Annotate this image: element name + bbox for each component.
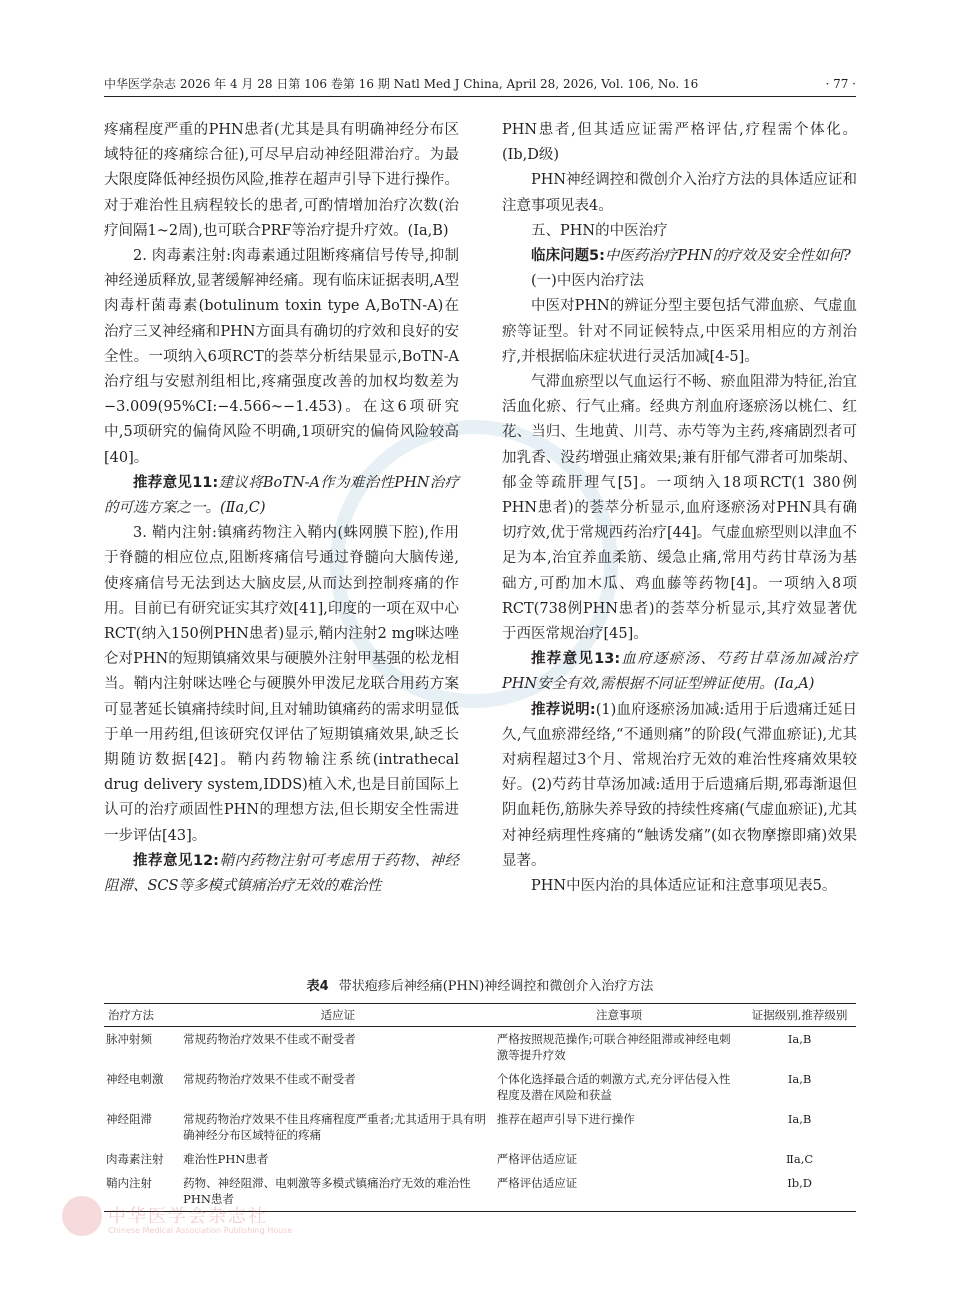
page-number: · 77 · (825, 77, 856, 91)
recommendation (502, 647, 857, 697)
cell-level: Ⅱa,C (786, 1152, 814, 1166)
cell-indication: 常规药物治疗效果不佳且疼痛程度严重者;尤其适用于具有明确神经分布区域特征的疼痛 (183, 1112, 486, 1142)
left-column (104, 118, 459, 899)
header-method: 治疗方法 (104, 1004, 181, 1027)
cell-level: Ib,D (743, 1171, 856, 1212)
header-level: 证据级别,推荐级别 (743, 1004, 856, 1027)
recommendation-label: 临床问题5: (531, 248, 605, 265)
cell-method: 脉冲射频 (106, 1032, 152, 1046)
header-indication: 适应证 (181, 1004, 495, 1027)
table-caption (104, 978, 856, 996)
table-row (104, 1147, 856, 1171)
recommendation (104, 849, 459, 899)
running-header (104, 74, 856, 97)
recommendation-label: 推荐意见11: (133, 474, 219, 491)
cell-level: Ia,B (787, 1032, 812, 1046)
recommendation-text: (1)血府逐瘀汤加减:适用于后遗痛迁延日久,气血瘀滞经络,“不通则痛”的阶段(气滞血瘀证),尤其对病程超过3个月、常规治疗无效的难治性疼痛效果较好。(2)芍药甘草汤加减:适用于后遗痛后期,邪毒渐退但阴血耗伤,筋脉失养导致的持续性疼痛(气虚血瘀证),尤其对神经病理性疼痛的“触诱发痛”(如衣物摩擦即痛)效果显著。 (502, 701, 857, 869)
paragraph: 中医对PHN的辨证分型主要包括气滞血瘀、气虚血瘀等证型。针对不同证候特点,中医采用相应的方剂治疗,并根据临床症状进行灵活加减[4-5]。 (502, 298, 857, 365)
cell-level: Ia,B (787, 1072, 812, 1086)
cell-method: 神经电刺激 (106, 1072, 164, 1086)
recommendation-label: 推荐说明: (531, 701, 596, 718)
paragraph: PHN患者,但其适应证需严格评估,疗程需个体化。(Ib,D级) (502, 122, 857, 164)
cell-method: 肉毒素注射 (106, 1152, 164, 1166)
recommendation-text: 建议将BoTN-A作为难治性PHN治疗的可选方案之一。(Ⅱa,C) (104, 474, 459, 517)
paragraph: 2. 肉毒素注射:肉毒素通过阻断疼痛信号传导,抑制神经递质释放,显著缓解神经痛。现有临床证据表明,A型肉毒杆菌毒素(botulinum toxin type A,BoTN-A)在治疗三叉神经痛和PHN方面具有确切的疗效和良好的安全性。一项纳入6项RCT的荟萃分析结果显示,BoTN-A治疗组与安慰剂组相比,疼痛强度改善的加权均数差为−3.009(95%CI:−4.566~−1.453)。在这6项研究中,5项研究的偏倚风险不明确,1项研究的偏倚风险较高[40]。 (104, 248, 459, 466)
recommendation-text: 鞘内药物注射可考虑用于药物、神经阻滞、SCS等多模式镇痛治疗无效的难治性 (104, 852, 459, 895)
recommendation-text: 中医药治疗PHN的疗效及安全性如何? (604, 248, 851, 265)
cell-notes: 推荐在超声引导下进行操作 (496, 1112, 635, 1126)
cell-method: 鞘内注射 (104, 1171, 181, 1212)
table-row (104, 1107, 856, 1147)
cell-indication: 常规药物治疗效果不佳或不耐受者 (183, 1032, 356, 1046)
paragraph: PHN中医内治的具体适应证和注意事项见表5。 (531, 878, 837, 895)
recommendation (502, 244, 857, 269)
publisher-logo-icon (62, 1196, 102, 1236)
cell-indication: 难治性PHN患者 (183, 1152, 269, 1166)
paragraph: PHN神经调控和微创介入治疗方法的具体适应证和注意事项见表4。 (502, 172, 857, 214)
cell-notes: 严格评估适应证 (495, 1171, 743, 1212)
recommendation (104, 471, 459, 521)
publisher-name: 中华医学会杂志社 (108, 1206, 268, 1227)
recommendation (502, 698, 857, 874)
cell-notes: 个体化选择最合适的刺激方式,充分评估侵入性程度及潜在风险和获益 (496, 1072, 731, 1102)
recommendation-text: 血府逐瘀汤、芍药甘草汤加减治疗PHN安全有效,需根据不同证型辨证使用。(Ia,A) (502, 651, 857, 693)
cell-indication: 常规药物治疗效果不佳或不耐受者 (183, 1072, 356, 1086)
table-4 (104, 1003, 856, 1212)
table-row (104, 1027, 856, 1068)
paragraph: 3. 鞘内注射:镇痛药物注入鞘内(蛛网膜下腔),作用于脊髓的相应位点,阻断疼痛信号通过脊髓向大脑传递,使疼痛信号无法到达大脑皮层,从而达到控制疼痛的作用。目前已有研究证实其疗效[41],印度的一项在双中心RCT(纳入150例PHN患者)显示,鞘内注射2 mg咪达唑仑对PHN的短期镇痛效果与硬膜外注射甲基强的松龙相当。鞘内注射咪达唑仑与硬膜外甲泼尼龙联合用药方案可显著延长镇痛持续时间,且对辅助镇痛药的需求明显低于单一用药组,但该研究仅评估了短期镇痛效果,缺乏长期随访数据[42]。鞘内药物输注系统(intrathecal drug delivery system,IDDS)植入术,也是目前国际上认可的治疗顽固性PHN的理想方法,但长期安全性需进一步评估[43]。 (104, 525, 459, 844)
recommendation-label: 推荐意见13: (531, 651, 621, 668)
paragraph: (一)中医内治疗法 (531, 273, 644, 290)
table-label: 表4 (306, 979, 329, 994)
publisher-name-en: Chinese Medical Association Publishing House (108, 1226, 293, 1235)
cell-indication: 药物、神经阻滞、电刺激等多模式镇痛治疗无效的难治性PHN患者 (181, 1171, 495, 1212)
paragraph: 气滞血瘀型以气血运行不畅、瘀血阻滞为特征,治宜活血化瘀、行气止痛。经典方剂血府逐瘀汤以桃仁、红花、当归、生地黄、川芎、赤芍等为主药,疼痛剧烈者可加乳香、没药增强止痛效果;兼有肝郁气滞者可加柴胡、郁金等疏肝理气[5]。一项纳入18项RCT(1 380例PHN患者)的荟萃分析显示,血府逐瘀汤对PHN具有确切疗效,优于常规西药治疗[44]。气虚血瘀型则以津血不足为本,治宜养血柔筋、缓急止痛,常用芍药甘草汤为基础方,可酌加木瓜、鸡血藤等药物[4]。一项纳入8项RCT(738例PHN患者)的荟萃分析显示,其疗效显著优于西医常规治疗[45]。 (502, 374, 857, 643)
cell-notes: 严格按照规范操作;可联合神经阻滞或神经电刺激等提升疗效 (496, 1032, 731, 1062)
paragraph: 疼痛程度严重的PHN患者(尤其是具有明确神经分布区域特征的疼痛综合征),可尽早启动神经阻滞治疗。为最大限度降低神经损伤风险,推荐在超声引导下进行操作。对于难治性且病程较长的患者,可酌情增加治疗次数(治疗间隔1~2周),也可联合PRF等治疗提升疗效。(Ia,B) (104, 122, 459, 239)
right-column (502, 118, 857, 899)
table-title: 带状疱疹后神经痛(PHN)神经调控和微创介入治疗方法 (338, 979, 654, 994)
cell-level: Ia,B (787, 1112, 812, 1126)
cell-method: 神经阻滞 (106, 1112, 152, 1126)
journal-citation: 中华医学杂志 2026 年 4 月 28 日第 106 卷第 16 期 Natl Med J China, April 28, 2026, Vol. 106, No. 16 (104, 77, 699, 91)
cell-notes: 严格评估适应证 (496, 1152, 578, 1166)
recommendation-label: 推荐意见12: (133, 852, 219, 869)
paragraph: 五、PHN的中医治疗 (531, 222, 668, 239)
table-row (104, 1067, 856, 1107)
table-header-row (104, 1004, 856, 1027)
header-notes: 注意事项 (495, 1004, 743, 1027)
